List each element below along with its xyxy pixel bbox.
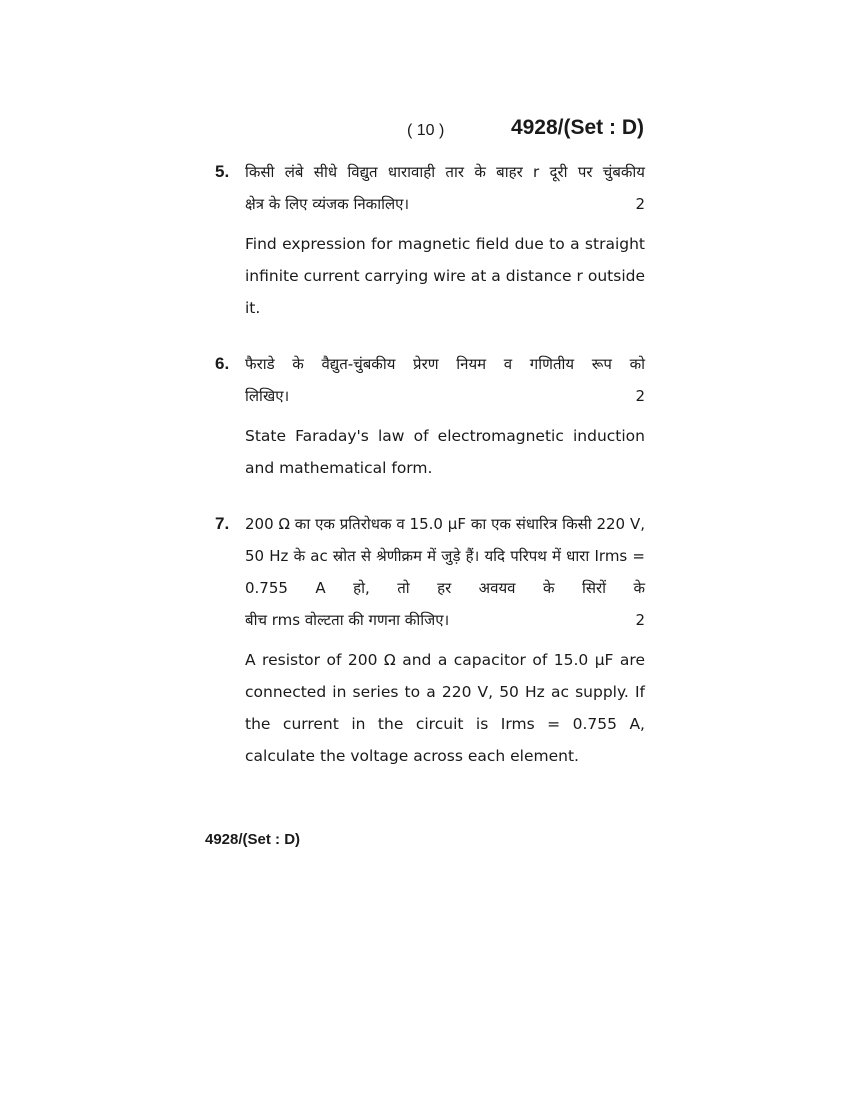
footer-set-code: 4928/(Set : D) [205, 831, 301, 848]
question-marks: 2 [635, 387, 645, 405]
question-hindi-last-line [245, 604, 645, 636]
question-hindi-line: 200 Ω का एक प्रतिरोधक व 15.0 μF का एक संधारित्र किसी 220 V, 50 Hz के ac स्रोत से श्रेणीक्रम में जुड़े हैं। यदि परिपथ में धारा Irms = 0.755 A हो, तो हर अवयव के सिरों के [245, 515, 645, 597]
question-number: 6. [215, 354, 230, 373]
question-marks: 2 [635, 195, 645, 213]
question-marks: 2 [635, 611, 645, 629]
question-hindi-line: फैराडे के वैद्युत-चुंबकीय प्रेरण नियम व गणितीय रूप को [245, 355, 645, 373]
page-number: ( 10 ) [407, 122, 445, 139]
question-body [245, 508, 645, 772]
header-set-code: 4928/(Set : D) [510, 116, 644, 139]
question-6 [215, 348, 645, 484]
question-hindi-text: क्षेत्र के लिए व्यंजक निकालिए। [245, 195, 410, 213]
question-7 [215, 508, 645, 772]
question-english-text: Find expression for magnetic field due to a straight infinite current carrying wire at a distance r outside it. [245, 235, 645, 317]
question-body [245, 348, 645, 484]
question-hindi-last-line [245, 188, 645, 220]
question-hindi-text: लिखिए। [245, 387, 290, 405]
page-header [0, 116, 850, 146]
question-hindi-text: बीच rms वोल्टता की गणना कीजिए। [245, 611, 450, 629]
question-number: 5. [215, 162, 230, 181]
question-number: 7. [215, 514, 230, 533]
question-body [245, 156, 645, 324]
question-hindi-last-line [245, 380, 645, 412]
question-5 [215, 156, 645, 324]
question-hindi-line: किसी लंबे सीधे विद्युत धारावाही तार के बाहर r दूरी पर चुंबकीय [245, 163, 645, 181]
question-english-text: State Faraday's law of electromagnetic induction and mathematical form. [245, 427, 645, 477]
question-english-text: A resistor of 200 Ω and a capacitor of 15.0 μF are connected in series to a 220 V, 50 Hz ac supply. If the current in the circuit is Irms = 0.755 A, calculate the voltage across each element. [245, 651, 645, 765]
